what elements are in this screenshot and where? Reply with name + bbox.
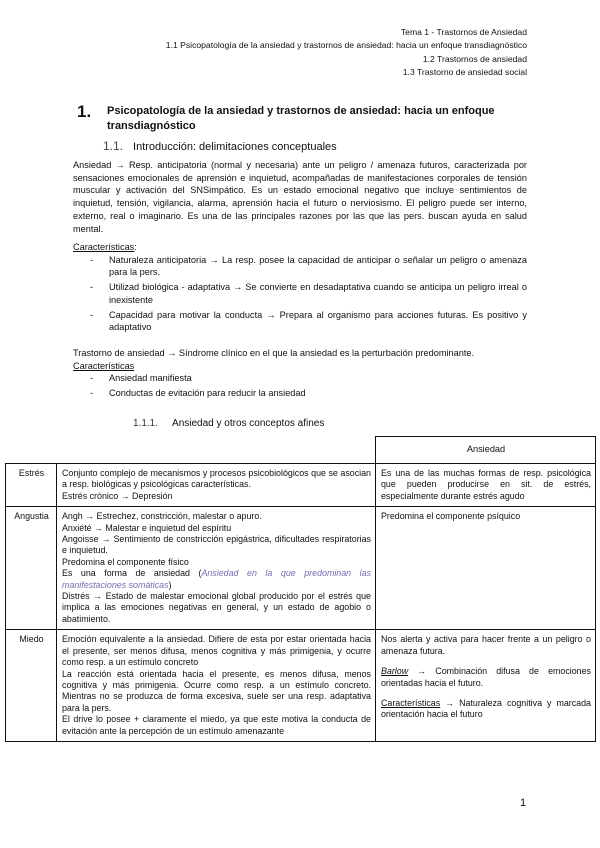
trastorno-block bbox=[73, 347, 527, 402]
column-header-ansiedad: Ansiedad bbox=[376, 437, 596, 464]
list-item: - Naturaleza anticipatoria → La resp. posee la capacidad de anticipar o señalar un peligro o amenaza para la pers. bbox=[73, 254, 527, 279]
comparison-table bbox=[5, 436, 596, 742]
angustia-ansiedad-relation: Predomina el componente psíquico bbox=[376, 507, 596, 630]
section-heading bbox=[77, 104, 532, 134]
row-header-estres: Estrés bbox=[6, 464, 57, 507]
subsection-title: Introducción: delimitaciones conceptuales bbox=[133, 141, 337, 153]
subsubsection-title: Ansiedad y otros conceptos afines bbox=[172, 418, 325, 429]
table-header-row bbox=[6, 437, 596, 464]
subsubsection-number: 1.1.1. bbox=[133, 418, 159, 429]
barlow-label: Barlow bbox=[381, 666, 409, 677]
page-number: 1 bbox=[520, 797, 527, 809]
table-row bbox=[6, 507, 596, 630]
subsubsection-heading bbox=[133, 418, 324, 429]
header-toc bbox=[166, 26, 527, 80]
toc-line: 1.2 Trastornos de ansiedad bbox=[422, 53, 527, 64]
row-header-miedo: Miedo bbox=[6, 630, 57, 742]
miedo-ansiedad-relation: Nos alerta y activa para hacer frente a un peligro o amenaza futura. Barlow → Combinación difusa de emociones orientadas hacia el futuro. Características → Naturaleza cognitiva y marcada orientación hacia el futuro bbox=[376, 630, 596, 742]
estres-ansiedad-relation: Es una de las muchas formas de resp. psicológica que pueden producirse en sit. de estrés, especialmente durante estrés agudo bbox=[376, 464, 596, 507]
ansiedad-definition: Ansiedad → Resp. anticipatoria (normal y necesaria) ante un peligro / amenaza futuros, caracterizada por sensaciones emocionales de aprensión e inquietud, acompañadas de manifestaciones corporales de tensión muscular y activación del SNSimpático. Es un estado emocional negativo que incluye sentimientos de inquietud, tensión, vigilancia, alarma, aprensión hacia el futuro o nerviosismo. El peligro puede ser interno, externo, real o imaginario. Es una de las principales razones por las que las pers. buscan ayuda en salud mental. bbox=[73, 160, 527, 234]
caracteristicas-label-2: Características bbox=[73, 360, 135, 371]
toc-line: Tema 1 - Trastornos de Ansiedad bbox=[400, 27, 527, 37]
angustia-note: Ansiedad en la que predominan las manifestaciones somáticas bbox=[62, 568, 372, 590]
miedo-description: Emoción equivalente a la ansiedad. Difiere de esta por estar orientada hacia el presente, ser menos difusa, menos cognitiva y más primigenia, y ocurre como resp. a un estímulo concreto La reacción está orientada hacia el presente, es menos difusa, menos cognitiva y más primigenia. Ocurre como resp. a un estímulo concreto. Mientras no se produzca de forma excesiva, suele ser una resp. adaptativa para la pers. El drive lo posee + claramente el miedo, ya que este motiva la conducta de evitación ante la percepción de un estímulo amenazante bbox=[57, 630, 376, 742]
list-item: - Conductas de evitación para reducir la ansiedad bbox=[73, 387, 527, 400]
caracteristicas-label-3: Características bbox=[381, 697, 441, 708]
list-item: - Ansiedad manifiesta bbox=[73, 372, 527, 385]
section-title: Psicopatología de la ansiedad y trastornos de ansiedad: hacia un enfoque transdiagnóstico bbox=[107, 105, 495, 132]
estres-description: Conjunto complejo de mecanismos y procesos psicobiológicos que se asocian a resp. biológicas y psicológicas características. Estrés crónico → Depresión bbox=[57, 464, 376, 507]
toc-line: 1.1 Psicopatología de la ansiedad y trastornos de ansiedad: hacia un enfoque transdiagnóstico bbox=[165, 40, 527, 51]
toc-line: 1.3 Trastorno de ansiedad social bbox=[402, 67, 527, 78]
subsection-heading bbox=[103, 139, 337, 153]
table-row bbox=[6, 464, 596, 507]
row-header-angustia: Angustia bbox=[6, 507, 57, 630]
caracteristicas-label: Características bbox=[73, 242, 135, 252]
caracteristicas-block: Características: - Naturaleza anticipatoria → La resp. posee la capacidad de anticipar o señalar un peligro o amenaza para la pers. - Utilizad biológica - adaptativa → Se convierte en desadaptativa cuando se anticipa un peligro irreal o inexistente - Capacidad para motivar la conducta → Prepara al organismo para acciones futuras. Es positivo y adaptativo bbox=[73, 241, 527, 336]
table-row bbox=[6, 630, 596, 742]
list-item: - Utilizad biológica - adaptativa → Se convierte en desadaptativa cuando se anticipa un peligro irreal o inexistente bbox=[73, 281, 527, 306]
trastorno-definition: Trastorno de ansiedad → Síndrome clínico en el que la ansiedad es la perturbación predominante. bbox=[73, 348, 475, 358]
section-number: 1. bbox=[77, 102, 92, 121]
caracteristicas-list bbox=[73, 254, 527, 334]
caracteristicas-list-2 bbox=[73, 372, 527, 399]
list-item: - Capacidad para motivar la conducta → Prepara al organismo para acciones futuras. Es positivo y adaptativo bbox=[73, 309, 527, 334]
subsection-number: 1.1. bbox=[103, 139, 124, 153]
angustia-description: Angh → Estrechez, constricción, malestar o apuro. Anxiété → Malestar e inquietud del espíritu Angoisse → Sentimiento de constricción epigástrica, dificultades respiratorias e inquietud. Predomina el componente físico Es una forma de ansiedad (Ansiedad en la que predominan las manifestaciones somáticas) Distrés → Estado de malestar emocional global producido por el estrés que implica a las emociones negativas en general, y un estado de agobio o abatimiento. bbox=[57, 507, 376, 630]
